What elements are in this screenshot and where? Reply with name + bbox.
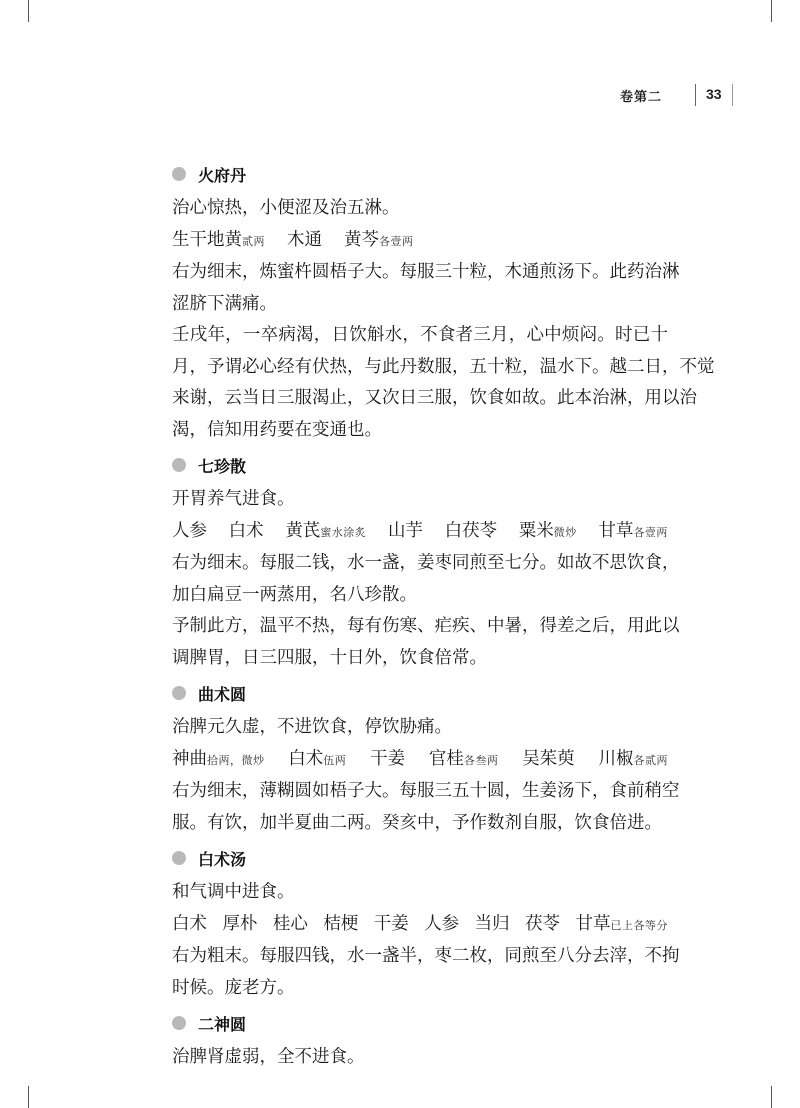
ingredient-name: 白术: [172, 913, 207, 934]
ingredient: [172, 909, 207, 941]
ingredient-name: 桂心: [272, 913, 308, 934]
section-heading: [172, 446, 668, 484]
ingredient: [344, 225, 414, 258]
section-heading: [172, 1004, 668, 1042]
ingredient-name: 甘草: [575, 913, 611, 934]
indication-line: 治心惊热，小便涩及治五淋。: [172, 198, 400, 218]
ingredient: [288, 744, 346, 777]
ingredient: [222, 909, 257, 941]
bullet-icon: [172, 851, 186, 865]
ingredient-note: 伍两: [323, 753, 347, 767]
ingredient-name: 厚朴: [222, 913, 258, 934]
ingredient: [172, 516, 207, 548]
crop-mark: [28, 0, 29, 22]
ingredient: [429, 744, 499, 777]
running-head: [560, 86, 760, 106]
indication-line: 治脾肾虚弱，全不进食。: [172, 1047, 365, 1067]
body-line: 来谢，云当日三服渴止，又次日三服，饮食如故。此本治淋，用以治: [172, 388, 697, 408]
ingredient-note: 各壹两: [633, 525, 668, 539]
section-heading: [172, 839, 668, 877]
ingredient: [475, 909, 510, 941]
ingredient-name: 白茯苓: [444, 520, 498, 541]
indication-line: 开胃养气进食。: [172, 489, 295, 509]
ingredient-note: 拾两，微炒: [207, 753, 265, 767]
ingredient: [374, 909, 409, 941]
body-line: 右为细末，炼蜜杵圆梧子大。每服三十粒，木通煎汤下。此药治淋: [172, 262, 680, 282]
bullet-icon: [172, 458, 186, 472]
section-title: 二神圆: [198, 1014, 247, 1034]
ingredient-name: 干姜: [370, 748, 406, 769]
ingredient: [525, 909, 560, 941]
page-number: 33: [706, 86, 722, 102]
crop-mark: [28, 1086, 29, 1108]
ingredient-list: [172, 909, 668, 942]
section-heading: [172, 155, 668, 193]
bullet-icon: [172, 686, 186, 700]
ingredient: [576, 909, 669, 942]
crop-mark: [771, 1086, 772, 1108]
ingredient-note: 已上各等分: [610, 918, 668, 932]
page-body: [172, 155, 715, 1074]
ingredient-note: 贰两: [242, 234, 265, 248]
ingredient-note: 微炒: [553, 525, 577, 539]
body-line: 服。有饮，加半夏曲二两。癸亥中，予作数剂自服，饮食倍进。: [172, 812, 662, 833]
ingredient-name: 黄芩: [344, 229, 379, 250]
body-line: 加白扁豆一两蒸用，名八珍散。: [172, 584, 417, 605]
ingredient-name: 生干地黄: [172, 229, 242, 250]
ingredient: [388, 516, 423, 548]
body-line: 予制此方，温平不热，每有伤寒、疟疾、中暑，得差之后，用此以: [172, 616, 680, 636]
ingredient-name: 山芋: [387, 520, 423, 541]
ingredient: [598, 516, 668, 549]
ingredient: [519, 516, 577, 549]
ingredient-name: 白术: [228, 520, 264, 541]
body-line: 月，予谓必心经有伏热，与此丹数服，五十粒，温水下。越二日，不觉: [172, 356, 715, 377]
ingredient: [598, 744, 668, 777]
body-line: 右为粗末。每服四钱，水一盏半，枣二枚，同煎至八分去滓，不拘: [172, 946, 680, 966]
ingredient-note: 各贰两: [633, 753, 668, 767]
ingredient-name: 干姜: [373, 913, 409, 934]
ingredient-name: 川椒: [598, 748, 634, 769]
ingredient-name: 吴茱萸: [522, 748, 575, 769]
ingredient: [287, 225, 322, 257]
bullet-icon: [172, 167, 186, 181]
ingredient-name: 甘草: [598, 520, 634, 541]
ingredient-name: 白术: [288, 748, 324, 769]
header-divider: [695, 84, 696, 106]
ingredient-name: 当归: [474, 913, 510, 934]
indication-line: 治脾元久虚，不进饮食，停饮胁痛。: [172, 717, 452, 737]
ingredient: [172, 744, 265, 777]
ingredient: [229, 516, 264, 548]
ingredient-name: 桔梗: [323, 913, 359, 934]
ingredient-note: 各壹两: [379, 234, 414, 248]
bullet-icon: [172, 1016, 186, 1030]
ingredient-note: 各叁两: [463, 753, 499, 767]
section-title: 白术汤: [198, 849, 247, 869]
section-title: 火府丹: [198, 165, 247, 185]
ingredient: [323, 909, 358, 941]
ingredient: [273, 909, 308, 941]
ingredient-name: 人参: [172, 520, 207, 541]
section-heading: [172, 674, 668, 712]
section-title: 七珍散: [198, 456, 247, 476]
ingredient-list: [172, 516, 668, 549]
body-line: 右为细末。每服二钱，水一盏，姜枣同煎至七分。如故不思饮食，: [172, 553, 680, 573]
crop-mark: [771, 0, 772, 22]
ingredient: [172, 225, 265, 258]
ingredient-name: 黄芪: [285, 520, 321, 541]
indication-line: 和气调中进食。: [172, 882, 295, 902]
header-rule: [732, 84, 733, 106]
ingredient-name: 粟米: [518, 520, 554, 541]
ingredient-name: 官桂: [428, 748, 464, 769]
ingredient: [285, 516, 366, 549]
body-line: 渴，信知用药要在变通也。: [172, 419, 382, 440]
ingredient: [370, 744, 405, 776]
body-line: 右为细末，薄糊圆如梧子大。每服三五十圆，生姜汤下，食前稍空: [172, 781, 680, 801]
ingredient-name: 茯苓: [525, 913, 561, 934]
ingredient-note: 蜜水涂炙: [320, 525, 367, 539]
ingredient-name: 神曲: [172, 748, 207, 769]
ingredient-list: [172, 744, 668, 777]
ingredient: [522, 744, 575, 776]
body-line: 调脾胃，日三四服，十日外，饮食倍常。: [172, 647, 487, 668]
body-line: 壬戌年，一卒病渴，日饮斛水，不食者三月，心中烦闷。时已十: [172, 325, 668, 345]
chapter-title: 卷第二: [620, 90, 663, 105]
ingredient-list: [172, 225, 668, 258]
ingredient-name: 人参: [424, 913, 460, 934]
section-title: 曲术圆: [198, 684, 247, 704]
body-line: 涩脐下满痛。: [172, 293, 277, 314]
ingredient-name: 木通: [287, 229, 322, 250]
ingredient: [424, 909, 459, 941]
ingredient: [445, 516, 498, 548]
body-line: 时候。庞老方。: [172, 977, 295, 998]
